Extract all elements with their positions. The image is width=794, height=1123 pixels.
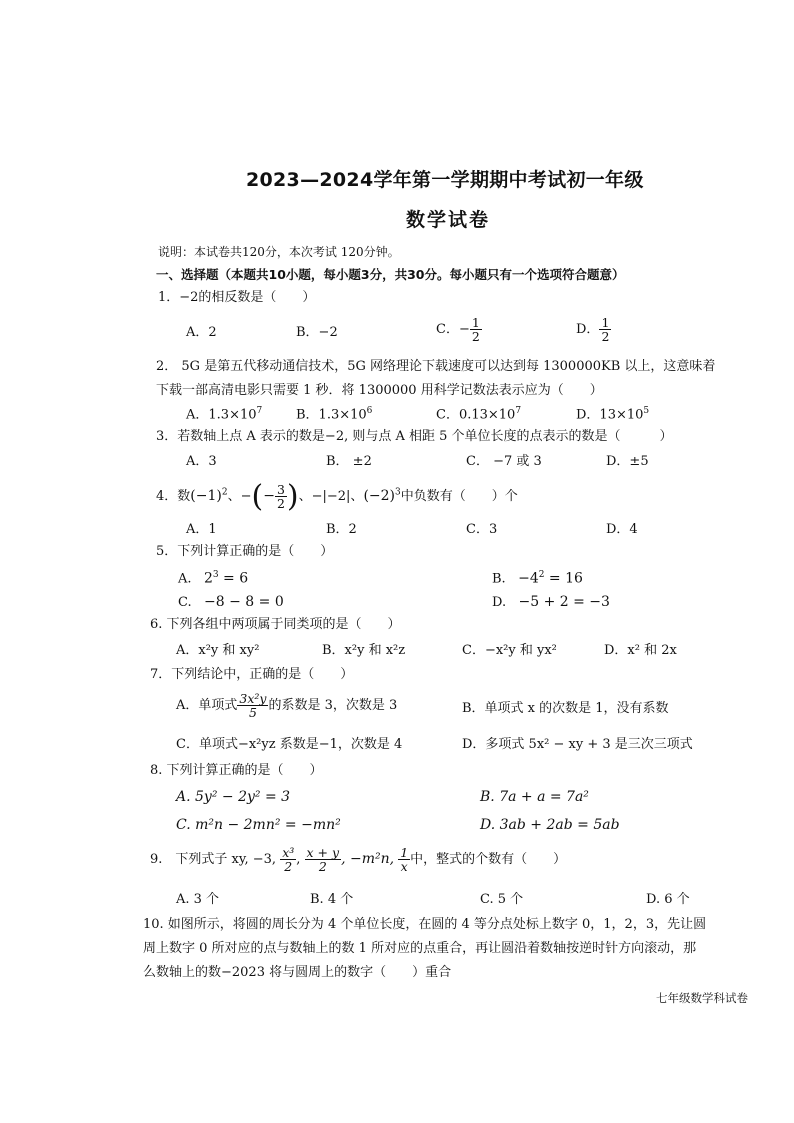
question-10-line-2: 周上数字 0 所对应的点与数轴上的数 1 所对应的点重合，再让圆沿着数轴按逆时针方向滚动，那 [143,941,697,956]
question-2-line-2: 下载一部高清电影只需要 1 秒．将 1300000 用科学记数法表示应为（ ） [156,383,603,398]
question-4-stem: 4．数$(-1)^2$、−(− $\frac{3}{2}$ )、−|−2|、$(-2)^3$中负数有（ ）个 [156,479,518,514]
fraction: $\frac{\text{3x²y}}{5}$ [239,691,267,721]
question-3-option-b: B． ±2 [326,454,372,469]
question-9-stem: 9. 下列式子 xy, −3, $\frac{\text{x³}}{2}$ , $\frac{x + y}{2}$ , −m²n, $\frac{1}{x}$ 中，整式的个数有（ ） [150,845,567,875]
fraction: $\frac{x + y}{2}$ [306,845,340,875]
fraction: $\frac{1}{2}$ [601,315,610,345]
question-7-option-b: B．单项式 x 的次数是 1，没有系数 [462,701,669,716]
question-5-option-d: D. −5 + 2 = −3 [492,594,610,610]
question-8-option-a: A. 5y² − 2y² = 3 [176,789,291,805]
question-7-stem: 7．下列结论中，正确的是（ ） [150,667,354,682]
question-2-line-1: 2． 5G 是第五代移动通信技术，5G 网络理论下载速度可以达到每 1300000KB 以上，这意味着 [156,359,716,374]
question-9-option-d: D. 6 个 [646,892,690,907]
exam-subtitle: 数学试卷 [406,209,491,231]
section-heading: 一、选择题（本题共10小题，每小题3分，共30分。每小题只有一个选项符合题意） [156,267,625,282]
question-1-option-a: A．2 [186,325,217,340]
question-3-option-c: C． −7 或 3 [466,454,542,469]
question-4-option-a: A．1 [186,522,217,537]
question-8-option-b: B. 7a + a = 7a² [480,789,589,805]
question-8-option-c: C. m²n − 2mn² = −mn² [176,817,341,833]
question-2-option-a: A．$1.3\times 10^7$ [186,406,263,423]
question-9-option-a: A. 3 个 [176,892,220,907]
fraction: $\frac{\text{x³}}{2}$ [282,845,295,875]
question-3-option-d: D．±5 [606,454,649,469]
question-5-option-b: B. $-4^2 = 16$ [492,570,583,587]
question-8-stem: 8. 下列计算正确的是（ ） [150,763,323,778]
question-5-stem: 5．下列计算正确的是（ ） [156,544,334,559]
fraction: $\frac{1}{2}$ [471,315,480,345]
question-5-option-a: A. $2^3 = 6$ [178,570,249,587]
question-6-option-b: B．x²y 和 x²z [322,643,406,658]
question-2-option-d: D．$13\times 10^5$ [576,406,650,423]
question-4-option-d: D．4 [606,522,638,537]
question-9-option-c: C. 5 个 [480,892,524,907]
question-2-option-c: C．$0.13\times 10^7$ [436,406,522,423]
question-7-option-d: D．多项式 5x² − xy + 3 是三次三项式 [462,737,693,752]
question-6-option-d: D．x² 和 2x [604,643,677,658]
question-1-option-b: B．−2 [296,325,338,340]
question-2-option-b: B．$1.3\times 10^6$ [296,406,373,423]
question-1-option-c: C．− $\frac{1}{2}$ [436,315,480,345]
question-4-option-b: B．2 [326,522,357,537]
page-footer: 七年级数学科试卷 [656,991,748,1005]
question-6-option-c: C．−x²y 和 yx² [462,643,557,658]
exam-title: 2023—2024学年第一学期期中考试初一年级 [246,169,644,191]
question-4-option-c: C．3 [466,522,498,537]
question-7-option-a: A．单项式 $\frac{\text{3x²y}}{5}$ 的系数是 3，次数是 3 [176,691,398,721]
question-6-option-a: A．x²y 和 xy² [176,643,260,658]
question-5-option-c: C. −8 − 8 = 0 [178,594,284,610]
exam-note: 说明：本试卷共120分，本次考试 120分钟。 [158,245,400,259]
question-9-option-b: B. 4 个 [310,892,354,907]
question-10-line-3: 么数轴上的数−2023 将与圆周上的数字（ ）重合 [143,965,452,980]
question-3-option-a: A．3 [186,454,217,469]
question-10-line-1: 10. 如图所示，将圆的周长分为 4 个单位长度，在圆的 4 等分点处标上数字 0，1，2，3，先让圆 [143,917,707,932]
question-1-option-d: D． $\frac{1}{2}$ [576,315,610,345]
question-6-stem: 6. 下列各组中两项属于同类项的是（ ） [150,617,401,632]
fraction: $\frac{3}{2}$ [276,481,285,511]
fraction: $\frac{1}{x}$ [400,845,409,875]
question-7-option-c: C．单项式−x²yz 系数是−1，次数是 4 [176,737,403,752]
question-8-option-d: D. 3ab + 2ab = 5ab [480,817,620,833]
question-3-stem: 3．若数轴上点 A 表示的数是−2, 则与点 A 相距 5 个单位长度的点表示的数是（ ） [156,429,673,444]
question-1-stem: 1．−2的相反数是（ ） [158,290,316,305]
